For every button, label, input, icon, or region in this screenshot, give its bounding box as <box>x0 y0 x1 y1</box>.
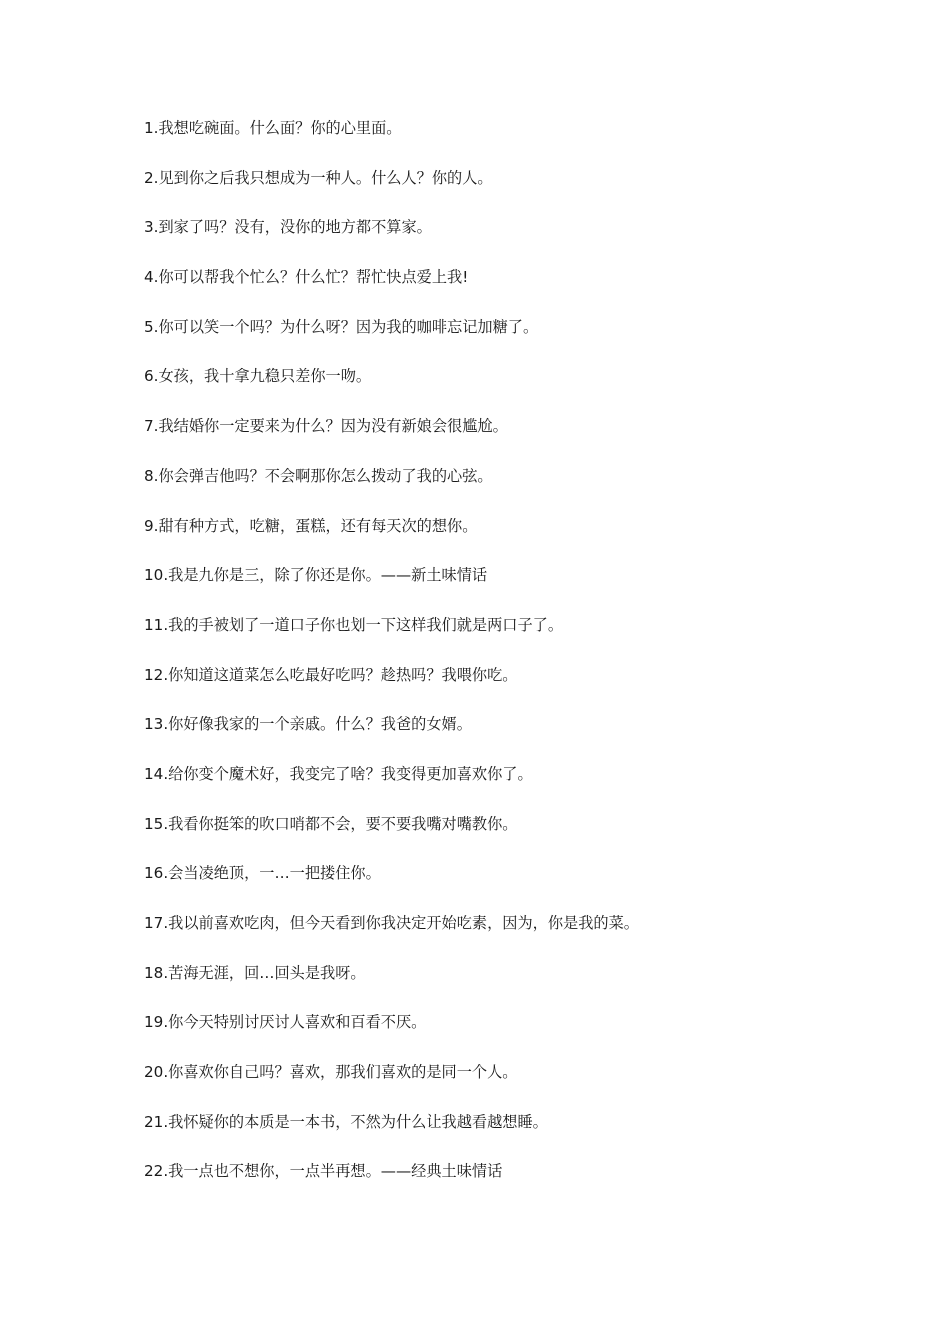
quote-line-7: 7.我结婚你一定要来为什么？因为没有新娘会很尴尬。 <box>144 417 508 436</box>
quote-line-21: 21.我怀疑你的本质是一本书，不然为什么让我越看越想睡。 <box>144 1112 548 1131</box>
quote-line-14: 14.给你变个魔术好，我变完了啥？我变得更加喜欢你了。 <box>144 764 533 783</box>
quote-line-6: 6.女孩，我十拿九稳只差你一吻。 <box>144 367 372 386</box>
quote-line-15: 15.我看你挺笨的吹口哨都不会，要不要我嘴对嘴教你。 <box>144 814 518 833</box>
quote-line-10: 10.我是九你是三，除了你还是你。——新土味情话 <box>144 566 488 585</box>
quote-line-4: 4.你可以帮我个忙么？什么忙？帮忙快点爱上我! <box>144 268 469 287</box>
quote-line-12: 12.你知道这道菜怎么吃最好吃吗？趁热吗？我喂你吃。 <box>144 665 518 684</box>
quote-line-1: 1.我想吃碗面。什么面？你的心里面。 <box>144 119 402 137</box>
quote-line-11: 11.我的手被划了一道口子你也划一下这样我们就是两口子了。 <box>144 615 564 634</box>
quote-line-17: 17.我以前喜欢吃肉，但今天看到你我决定开始吃素，因为，你是我的菜。 <box>144 914 639 932</box>
quote-line-8: 8.你会弹吉他吗？不会啊那你怎么拨动了我的心弦。 <box>144 466 493 485</box>
quote-list <box>144 116 904 1209</box>
quote-line-18: 18.苦海无涯，回…回头是我呀。 <box>144 963 366 982</box>
quote-line-22: 22.我一点也不想你，一点半再想。——经典土味情话 <box>144 1162 503 1181</box>
quote-line-16: 16.会当凌绝顶，一…一把搂住你。 <box>144 864 381 883</box>
quote-line-5: 5.你可以笑一个吗？为什么呀？因为我的咖啡忘记加糖了。 <box>144 317 539 336</box>
quote-line-2: 2.见到你之后我只想成为一种人。什么人？你的人。 <box>144 168 493 187</box>
quote-line-13: 13.你好像我家的一个亲戚。什么？我爸的女婿。 <box>144 715 472 734</box>
quote-line-20: 20.你喜欢你自己吗？喜欢，那我们喜欢的是同一个人。 <box>144 1063 518 1082</box>
quote-line-19: 19.你今天特别讨厌讨人喜欢和百看不厌。 <box>144 1013 427 1032</box>
quote-line-9: 9.甜有种方式，吃糖，蛋糕，还有每天次的想你。 <box>144 516 478 535</box>
quote-line-3: 3.到家了吗？没有，没你的地方都不算家。 <box>144 218 432 237</box>
